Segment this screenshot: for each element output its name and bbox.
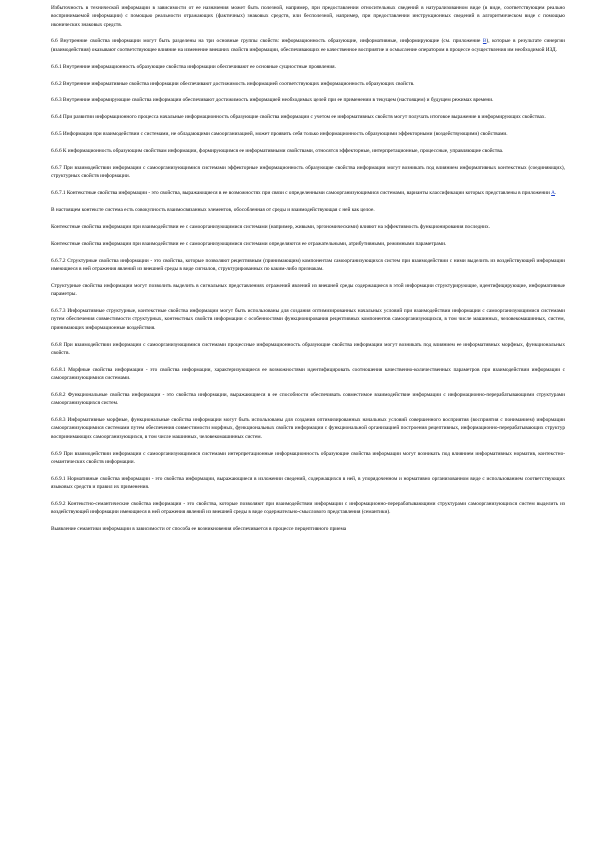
paragraph-text: 6.6.8.2 Функциональные свойства информации - это свойства информации, выражающиеся в ее способности обеспечивать совместимое взаимодействие информации с информационно-перерабатывающими структурами самоорганизующихся систем. xyxy=(51,392,565,407)
paragraph xyxy=(51,80,565,88)
appendix-link[interactable]: А xyxy=(551,190,555,197)
appendix-link[interactable]: В xyxy=(482,38,487,45)
paragraph xyxy=(51,416,565,441)
paragraph xyxy=(51,240,565,248)
paragraph-text: 6.6.3 Внутренние информирующие свойства информации обеспечивают достижимость информацией необходимых целей при ее применении в текущем (настоящем) и будущем режимах времени. xyxy=(51,97,494,104)
paragraph-text: 6.6.9 При взаимодействии информации с самоорганизующимися системами интерпретационные информационность образующие свойства информации могут возникать под влиянием информативных норматив, контекстно-семантических свойств информации. xyxy=(51,450,565,465)
paragraph-text: . xyxy=(554,190,557,197)
paragraph xyxy=(51,525,565,533)
paragraph-text: 6.6 Внутренние свойства информации могут быть разделены на три основные группы свойств: информационность образующие, информативные, информирующие (см. приложение xyxy=(51,38,483,45)
paragraph-text: В настоящем контексте система есть совокупность взаимосвязанных элементов, обособленная от среды и взаимодействующая с ней как целое. xyxy=(51,207,375,214)
paragraph-text: Контекстные свойства информации при взаимодействии ее с самоорганизующимися системами (например, живыми, эргономическими) влияют на эффективность функционирования последних. xyxy=(51,223,490,230)
paragraph xyxy=(51,282,565,299)
paragraph-text: 6.6.7.2 Структурные свойства информации - это свойства, которые позволяют рецептивным (принимающим) компонентам самоорганизующихся систем при взаимодействии с ними выделить из воздействующей информации имеющиеся в ней отражения явлений из внешней среды в виде сигналов, структурированных по каким-либо признакам. xyxy=(51,257,565,273)
paragraph xyxy=(51,257,565,274)
paragraph xyxy=(51,475,565,492)
paragraph xyxy=(51,130,565,138)
paragraph xyxy=(51,189,565,197)
paragraph xyxy=(51,164,565,181)
paragraph-text: 6.6.8.1 Морфные свойства информации - это свойства информации, характеризующиеся ее возможностями идентифицировать соотношения качественно-количественных параметров при взаимодействии информации с самоорганизующимися системами. xyxy=(51,366,565,382)
paragraph-text: 6.6.4 При развитии информационного процесса начальные информационность образующие свойства информации с учетом ее информативных свойств могут получать итоговое выражение в информирующих свойствах. xyxy=(51,114,546,121)
paragraph xyxy=(51,450,565,467)
paragraph xyxy=(51,307,565,332)
paragraph xyxy=(51,366,565,383)
paragraph-text: 6.6.9.2 Контекстно-семантические свойства информации - это свойства, которые позволяют при взаимодействии информации с информационно-перерабатывающими структурами самоорганизующихся систем выделить из воздействующей информации имеющиеся в ней отражения явлений из внешней среды в виде содержательно-смыслового представления (семантики). xyxy=(51,501,565,516)
paragraph xyxy=(51,223,565,231)
paragraph-text: 6.6.1 Внутренние информационность образующие свойства информации обеспечивают ее основные сущностные проявления. xyxy=(51,63,336,70)
paragraph-text: Структурные свойства информации могут позволить выделить в сигнальных представлениях отражений явлений из внешней среды содержащиеся в этой информации структурирующие, идентифицирующие, информативные параметры. xyxy=(51,282,565,298)
paragraph-text: 6.6.7.3 Информативные структурные, контекстные свойства информации могут быть использованы для создания оптимизированных начальных условий при взаимодействии информации с самоорганизующимися системами путем обеспечения совместимости структурных, контекстных свойств информации с особенностями функционирования рецептивных компонентов самоорганизующихся, в том числе машинных, человекомашинных, систем, принимающих информационные воздействия. xyxy=(51,308,565,331)
paragraph xyxy=(51,500,565,517)
paragraph xyxy=(51,113,565,121)
paragraph-text: ), которые в результате синергии (взаимодействия) оказывают соответствующее влияние на изменение внешних свойств информации, обеспечивающих ее качественное восприятие и осмысление оператором в процессе осуществления им необходимой ИЗД. xyxy=(51,38,565,53)
paragraph-text: 6.6.2 Внутренние информативные свойства информации обеспечивают достижимость информацией соответствующих информационность образующих свойств. xyxy=(51,80,415,87)
paragraph xyxy=(51,63,565,71)
paragraph-text: Выявление семантики информации в зависимости от способа ее возникновения обеспечивается в процессе перцептивного приема xyxy=(51,526,347,533)
paragraph xyxy=(51,206,565,214)
paragraph-text: 6.6.6 К информационность образующим свойствам информации, формирующимся ее информативными свойствами, относятся эффекторные, интерпретационные, процессные, управляющие свойства. xyxy=(51,148,504,155)
paragraph-text: 6.6.9.1 Нормативные свойства информации - это свойства информации, выражающиеся в изложении сведений, содержащихся в ней, в упорядоченном и нормативно организованном виде с использованием соответствующих языковых средств и правил их применения. xyxy=(51,475,565,491)
paragraph xyxy=(51,147,565,155)
paragraph xyxy=(51,96,565,104)
paragraph xyxy=(51,4,565,29)
paragraph xyxy=(51,341,565,358)
paragraph-text: 6.6.8 При взаимодействии информации с самоорганизующимися системами процессные информационность образующие свойства информации могут возникать под влиянием ее информативных морфных, функциональных свойств. xyxy=(51,341,565,356)
paragraph-text: 6.6.7.1 Контекстные свойства информации - это свойства, выражающиеся в ее возможностях при связи с определенными самоорганизующимися системами, варианты классификации которых представлены в приложении xyxy=(51,190,552,197)
paragraph xyxy=(51,391,565,408)
paragraph-text: 6.6.7 При взаимодействии информации с самоорганизующимися системами эффекторные информационность образующие свойства информации могут возникать под влиянием информативных контекстных (соединяющих), структурных свойств информации. xyxy=(51,165,565,180)
paragraph-text: Избыточность в технической информации в зависимости от ее назначения может быть полезной, например, при предоставлении относительных сведений в натурализованном виде (в виде, соответствующем реально воспринимаемой информации) с помощью реальности отражающих (фактичных) знаковых средств, или бесполезной, например, при предоставлении инструкционных сведений в алгоритмическом виде с помощью иконических знаковых средств. xyxy=(51,5,565,28)
paragraph-text: 6.6.5 Информация при взаимодействии с системами, не обладающими самоорганизацией, может проявить себя только информационность образующими эффекторными (воздействующими) свойствами. xyxy=(51,131,508,138)
paragraph-text: Контекстные свойства информации при взаимодействии ее с самоорганизующимися системами определяются ее отражательными, атрибутивными, режимными параметрами. xyxy=(51,240,447,247)
paragraph-text: 6.6.8.3 Информативные морфные, функциональные свойства информации могут быть использованы для создания оптимизированных начальных условий совершенного восприятия (восприятия с пониманием) информации самоорганизующимися системами путем обеспечения совместимости морфных, функциональных свойств информации с функциональной организацией построения рецептивных, информационно-перерабатывающих структур воспринимающих самоорганизующихся, в том числе машинных, человекомашинных систем. xyxy=(51,417,565,440)
paragraph xyxy=(51,37,565,54)
